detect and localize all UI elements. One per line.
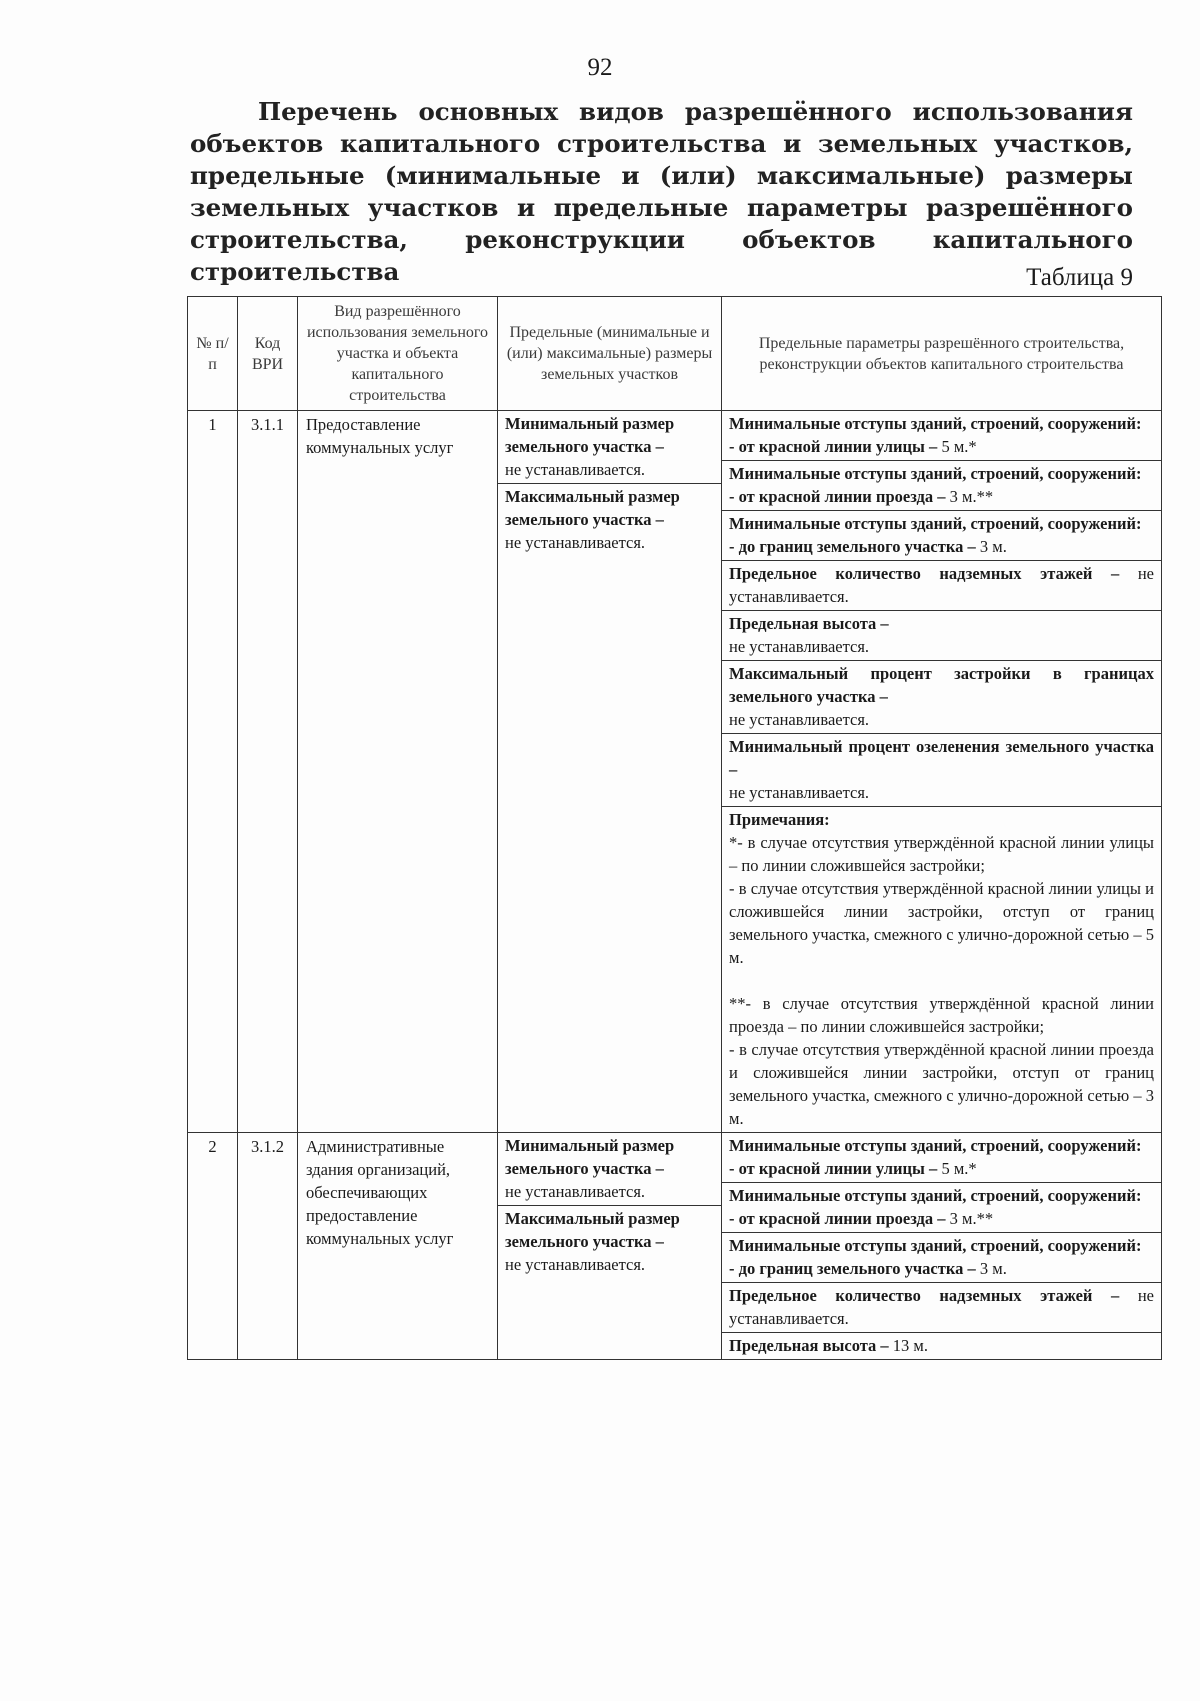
param-sublabel: - от красной линии улицы – bbox=[729, 1159, 938, 1178]
note-paragraph: *- в случае отсутствия утверждённой красной линии улицы – по линии сложившейся застройки; bbox=[729, 833, 1154, 875]
param-value: 3 м. bbox=[979, 1259, 1007, 1278]
row-kind: Административные здания организаций, обеспечивающих предоставление коммунальных услуг bbox=[306, 1137, 454, 1248]
row-params-cell bbox=[722, 411, 1162, 1133]
size-label: Максимальный размер земельного участка – bbox=[505, 1209, 680, 1251]
row-code-cell bbox=[238, 411, 298, 1133]
param-entry bbox=[722, 560, 1161, 610]
param-value: 13 м. bbox=[892, 1336, 928, 1355]
header-num: № п/п bbox=[188, 297, 238, 411]
row-num: 2 bbox=[208, 1137, 217, 1156]
param-label: Минимальные отступы зданий, строений, сооружений: bbox=[729, 414, 1142, 433]
param-label: Минимальные отступы зданий, строений, сооружений: bbox=[729, 1186, 1142, 1205]
header-params: Предельные параметры разрешённого строительства, реконструкции объектов капитального строительства bbox=[722, 297, 1162, 411]
size-value: не устанавливается. bbox=[505, 1182, 646, 1201]
row-num-cell bbox=[188, 1133, 238, 1360]
row-code: 3.1.2 bbox=[251, 1137, 284, 1156]
param-value: 3 м.** bbox=[949, 487, 994, 506]
param-entry bbox=[722, 510, 1161, 560]
param-label: Предельная высота – bbox=[729, 1336, 889, 1355]
param-entry bbox=[722, 1282, 1161, 1332]
param-value: 3 м.** bbox=[949, 1209, 994, 1228]
param-entry bbox=[722, 733, 1161, 806]
param-sublabel: - до границ земельного участка – bbox=[729, 537, 976, 556]
size-entry bbox=[498, 411, 721, 483]
param-label: Минимальный процент озеленения земельного участка – bbox=[729, 737, 1154, 779]
size-label: Минимальный размер земельного участка – bbox=[505, 414, 675, 456]
param-entry bbox=[722, 411, 1161, 460]
param-label: Минимальные отступы зданий, строений, сооружений: bbox=[729, 464, 1142, 483]
param-entry bbox=[722, 610, 1161, 660]
param-value: не устанавливается. bbox=[729, 710, 870, 729]
param-value: 3 м. bbox=[979, 537, 1007, 556]
row-sizes-cell bbox=[498, 1133, 722, 1360]
param-entry bbox=[722, 1182, 1161, 1232]
row-kind-cell bbox=[298, 411, 498, 1133]
note-paragraph: - в случае отсутствия утверждённой красной линии улицы и сложившейся линии застройки, отступ от границ земельного участка, смежного с улично-дорожной сетью – 5 м. bbox=[729, 879, 1154, 967]
param-label: Минимальные отступы зданий, строений, сооружений: bbox=[729, 514, 1142, 533]
param-entry bbox=[722, 460, 1161, 510]
header-code: Код ВРИ bbox=[238, 297, 298, 411]
param-label: Максимальный процент застройки в границах земельного участка – bbox=[729, 664, 1154, 706]
param-value: 5 м.* bbox=[941, 437, 977, 456]
size-entry bbox=[498, 483, 721, 556]
param-value: не устанавливается. bbox=[729, 564, 1154, 606]
param-value: 5 м.* bbox=[941, 1159, 977, 1178]
param-value: не устанавливается. bbox=[729, 783, 870, 802]
note-paragraph: - в случае отсутствия утверждённой красной линии проезда и сложившейся линии застройки, отступ от границ земельного участка, смежного с улично-дорожной сетью – 3 м. bbox=[729, 1040, 1154, 1128]
document-heading: Перечень основных видов разрешённого использования объектов капитального строительства и земельных участков, предельные (минимальные и (или) максимальные) размеры земельных участков и предельные параметры разрешённого строительства, реконструкции объектов капитального строительства bbox=[190, 97, 1133, 286]
size-entry bbox=[498, 1133, 721, 1205]
size-value: не устанавливается. bbox=[505, 1255, 646, 1274]
param-label: Минимальные отступы зданий, строений, сооружений: bbox=[729, 1136, 1142, 1155]
size-entry bbox=[498, 1205, 721, 1278]
param-sublabel: - от красной линии проезда – bbox=[729, 487, 946, 506]
row-code-cell bbox=[238, 1133, 298, 1360]
row-kind: Предоставление коммунальных услуг bbox=[306, 415, 454, 457]
param-value: не устанавливается. bbox=[729, 637, 870, 656]
land-use-table bbox=[187, 296, 1162, 1360]
notes-block bbox=[722, 806, 1161, 1132]
param-label: Предельное количество надземных этажей – bbox=[729, 1286, 1120, 1305]
table-header-row bbox=[188, 297, 1162, 411]
param-label: Предельная высота – bbox=[729, 614, 889, 633]
header-sizes: Предельные (минимальные и (или) максимальные) размеры земельных участков bbox=[498, 297, 722, 411]
row-code: 3.1.1 bbox=[251, 415, 284, 434]
table-caption: Таблица 9 bbox=[1026, 264, 1133, 291]
note-spacer bbox=[729, 969, 1154, 992]
row-sizes-cell bbox=[498, 411, 722, 1133]
row-params-cell bbox=[722, 1133, 1162, 1360]
row-kind-cell bbox=[298, 1133, 498, 1360]
table-row bbox=[188, 1133, 1162, 1360]
row-num-cell bbox=[188, 411, 238, 1133]
param-label: Предельное количество надземных этажей – bbox=[729, 564, 1120, 583]
size-label: Максимальный размер земельного участка – bbox=[505, 487, 680, 529]
size-value: не устанавливается. bbox=[505, 533, 646, 552]
param-sublabel: - от красной линии проезда – bbox=[729, 1209, 946, 1228]
header-kind: Вид разрешённого использования земельного участка и объекта капитального строительства bbox=[298, 297, 498, 411]
row-num: 1 bbox=[208, 415, 217, 434]
note-paragraph: **- в случае отсутствия утверждённой красной линии проезда – по линии сложившейся застройки; bbox=[729, 994, 1154, 1036]
param-entry bbox=[722, 1332, 1161, 1359]
param-entry bbox=[722, 1232, 1161, 1282]
notes-title: Примечания: bbox=[729, 810, 830, 829]
param-entry bbox=[722, 660, 1161, 733]
size-value: не устанавливается. bbox=[505, 460, 646, 479]
param-label: Минимальные отступы зданий, строений, сооружений: bbox=[729, 1236, 1142, 1255]
param-value: не устанавливается. bbox=[729, 1286, 1154, 1328]
param-sublabel: - до границ земельного участка – bbox=[729, 1259, 976, 1278]
page-number: 92 bbox=[587, 54, 613, 81]
table-row bbox=[188, 411, 1162, 1133]
param-entry bbox=[722, 1133, 1161, 1182]
size-label: Минимальный размер земельного участка – bbox=[505, 1136, 675, 1178]
param-sublabel: - от красной линии улицы – bbox=[729, 437, 938, 456]
